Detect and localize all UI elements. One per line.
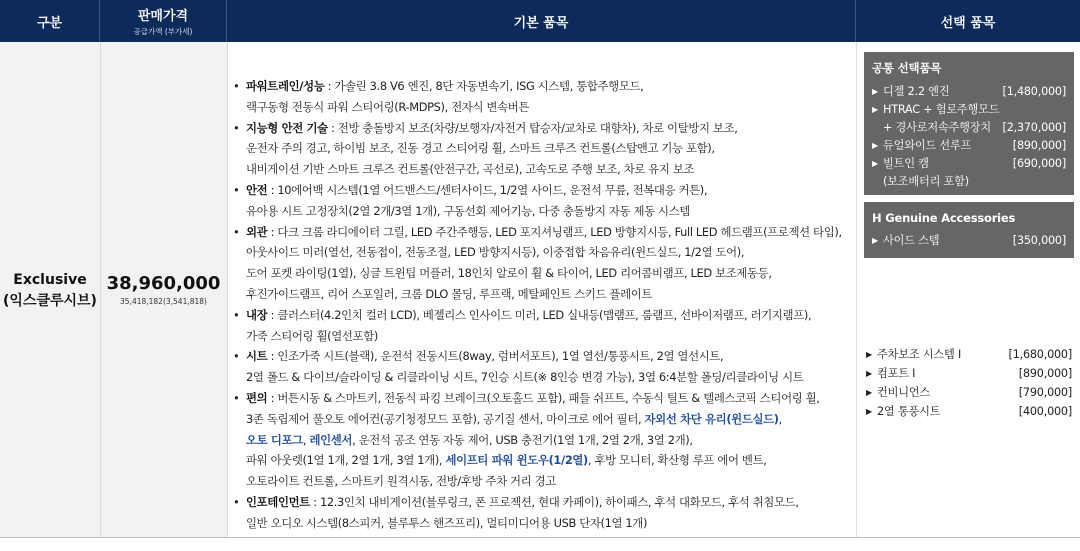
bullet-icon: • [233, 79, 240, 93]
basic-item-line [233, 180, 855, 201]
option-label: 컨비니언스 [877, 386, 931, 399]
basic-item-line [233, 388, 855, 409]
basic-item-highlight: 오토 디포그 [246, 432, 303, 447]
header-basic-items-label: 기본 품목 [513, 15, 569, 31]
basic-item-text: : 전방 충돌방지 보조(차량/보행자/자전거 탑승자/교차로 대향차), 차로 이탈방지 보조, [327, 120, 738, 135]
common-options-title: 공통 선택품목 [872, 61, 942, 75]
trim-name [0, 270, 100, 312]
trim-price-value: 38,960,000 [106, 273, 221, 294]
option-price: [690,000] [1012, 157, 1066, 170]
basic-item-text: 아웃사이드 미러(열선, 전동접이, 전동조절, LED 방향지시등), 이중접합 차음유리(윈드실드, 1/2열 도어), [246, 245, 745, 260]
option-price: [890,000] [1018, 367, 1072, 380]
triangle-bullet-icon: ▶ [866, 350, 872, 359]
basic-item-continuation [233, 159, 855, 180]
triangle-bullet-icon: ▶ [872, 105, 878, 114]
option-row [866, 345, 1072, 364]
triangle-bullet-icon: ▶ [866, 369, 872, 378]
trim-name-en: Exclusive [13, 272, 87, 288]
basic-item-category: 파워트레인/성능 [246, 79, 325, 93]
trim-price-detail: 35,418,182(3,541,818) [120, 297, 207, 306]
option-label: 주차보조 시스템 Ⅰ [877, 348, 962, 361]
genuine-accessories-title: H Genuine Accessories [872, 211, 1016, 225]
trim-options-list [866, 345, 1072, 421]
basic-item-text: : 클러스터(4.2인치 컬러 LCD), 베젤리스 인사이드 미러, LED 실내등(맵램프, 룸램프, 선바이저램프, 러기지램프), [267, 307, 812, 322]
basic-item-category: 편의 [246, 390, 268, 405]
basic-item-continuation [233, 97, 855, 118]
basic-item-text: 파워 아웃렛(1열 1개, 2열 1개, 3열 1개), [246, 453, 446, 468]
basic-item-category: 지능형 안전 기술 [246, 120, 328, 135]
basic-item-text: 유아용 시트 고정장치(2열 2개/3열 1개), 구동선회 제어기능, 다중 충돌방지 자동 제동 시스템 [246, 203, 690, 218]
basic-item-text: 운전자 주의 경고, 하이빔 보조, 진동 경고 스티어링 휠, 스마트 크루즈 컨트롤(스탑앤고 기능 포함), [246, 141, 715, 156]
triangle-bullet-icon: ▶ [872, 87, 878, 96]
basic-item-continuation [233, 409, 855, 430]
option-price: [790,000] [1018, 386, 1072, 399]
basic-item-line [233, 222, 855, 243]
trim-name-ko: (익스클루시브) [3, 293, 97, 309]
bullet-icon: • [233, 390, 240, 405]
basic-item-continuation [233, 201, 855, 222]
basic-item-text: 랙구동형 전동식 파워 스티어링(R-MDPS), 전자식 변속버튼 [246, 99, 530, 114]
header-price [100, 0, 227, 42]
basic-item-text: 일반 오디오 시스템(8스피커, 블루투스 핸즈프리), 멀티미디어용 USB 단자(1열 1개) [246, 515, 648, 530]
basic-item-text: 후진가이드램프, 리어 스포일러, 크롬 DLO 몰딩, 루프랙, 메탈페인트 스키드 플레이트 [246, 286, 653, 301]
basic-item-text: : 다크 크롬 라디에이터 그릴, LED 주간주행등, LED 포지셔닝램프, LED 방향지시등, Full LED 헤드램프(프로젝션 타입), [267, 224, 842, 239]
basic-item-line [233, 76, 855, 97]
basic-item-text: 오토라이트 컨트롤, 스마트키 원격시동, 전방/후방 주차 거리 경고 [246, 474, 556, 489]
basic-item-category: 내장 [246, 307, 268, 322]
option-row [866, 402, 1072, 421]
option-row-continued [872, 119, 1066, 137]
option-row [872, 232, 1066, 250]
triangle-bullet-icon: ▶ [866, 388, 872, 397]
header-options-label: 선택 품목 [940, 15, 996, 31]
triangle-bullet-icon: ▶ [866, 407, 872, 416]
basic-item-text: : 가솔린 3.8 V6 엔진, 8단 자동변속기, ISG 시스템, 통합주행모드, [324, 79, 644, 93]
option-price: [400,000] [1018, 405, 1072, 418]
basic-item-text: : 10에어백 시스템(1열 어드밴스드/센터사이드, 1/2열 사이드, 운전석 무릎, 전복대응 커튼), [267, 182, 708, 197]
header-price-label: 판매가격 [137, 9, 189, 24]
basic-item-continuation [233, 513, 855, 534]
basic-item-text: 가죽 스티어링 휠(열선포함) [246, 328, 378, 343]
option-label-continued: + 경사로저속주행장치 [883, 121, 991, 134]
basic-item-continuation [233, 284, 855, 305]
basic-item-text: , 후방 모니터, 확산형 루프 에어 벤트, [587, 453, 767, 468]
basic-item-continuation [233, 138, 855, 159]
header-category [0, 0, 100, 42]
basic-item-category: 시트 [246, 349, 268, 364]
basic-item-line [233, 118, 855, 139]
basic-item-continuation [233, 242, 855, 263]
option-label: 디젤 2.2 엔진 [883, 85, 950, 98]
basic-item-highlight: 자외선 차단 유리(윈드실드) [644, 411, 779, 426]
basic-item-continuation [233, 430, 855, 451]
bullet-icon: • [233, 120, 240, 135]
option-row [872, 137, 1066, 155]
basic-item-line [233, 492, 855, 513]
table-footer-strip [0, 538, 1080, 551]
basic-item-highlight: 세이프티 파워 윈도우(1/2열) [445, 453, 588, 468]
option-price: [1,680,000] [1008, 348, 1072, 361]
basic-item-text: , 운전석 공조 연동 자동 제어, USB 충전기(1열 1개, 2열 2개, 3열 2개), [352, 432, 693, 447]
basic-item-continuation [233, 471, 855, 492]
option-label: HTRAC + 험로주행모드 [883, 103, 1000, 116]
basic-item-text: 3존 독립제어 풀오토 에어컨(공기청정모드 포함), 공기질 센서, 마이크로 에어 필터, [246, 411, 645, 426]
basic-item-text: , [778, 411, 782, 426]
basic-item-continuation [233, 367, 855, 388]
basic-item-continuation [233, 326, 855, 347]
option-label-continued: (보조배터리 포함) [883, 175, 969, 188]
bullet-icon: • [233, 307, 240, 322]
bullet-icon: • [233, 224, 240, 239]
basic-item-text: 도어 포켓 라이팅(1열), 싱글 트윈팁 머플러, 18인치 알로이 휠 & 타이어, LED 리어콤비램프, LED 보조제동등, [246, 266, 772, 281]
triangle-bullet-icon: ▶ [872, 159, 878, 168]
column-divider [227, 42, 228, 537]
option-label: 듀얼와이드 선루프 [883, 139, 972, 152]
basic-item-text: 내비게이션 기반 스마트 크루즈 컨트롤(안전구간, 곡선로), 고속도로 주행 보조, 차로 유지 보조 [246, 162, 695, 177]
genuine-accessories-box [864, 202, 1074, 258]
option-row [872, 101, 1066, 119]
basic-item-text: : 인조가죽 시트(블랙), 운전석 전동시트(8way, 럼버서포트), 1열 열선/통풍시트, 2열 열선시트, [267, 349, 724, 364]
trim-price [100, 273, 227, 306]
header-basic-items [227, 0, 856, 42]
header-options [856, 0, 1080, 42]
basic-item-continuation [233, 263, 855, 284]
option-price: [350,000] [1012, 234, 1066, 247]
option-price: [2,370,000] [1002, 121, 1066, 134]
basic-item-highlight: 레인센서 [309, 432, 353, 447]
basic-item-line [233, 305, 855, 326]
basic-item-continuation [233, 450, 855, 471]
bullet-icon: • [233, 349, 240, 364]
option-row [872, 155, 1066, 173]
basic-item-text: : 버튼시동 & 스마트키, 전동식 파킹 브레이크(오토홀드 포함), 패들 쉬프트, 수동식 틸트 & 텔레스코픽 스티어링 휠, [267, 390, 820, 405]
header-price-sublabel: 공급가액 (부가세) [133, 27, 193, 36]
option-row [866, 383, 1072, 402]
basic-item-text: , [302, 432, 310, 447]
option-label: 빌트인 캠 [883, 157, 929, 170]
basic-item-text: 2열 폴드 & 다이브/슬라이딩 & 리클라이닝 시트, 7인승 시트(※ 8인승 변경 가능), 3열 6:4분할 폴딩/리클라이닝 시트 [246, 370, 804, 385]
basic-item-category: 외관 [246, 224, 268, 239]
option-label: 사이드 스텝 [883, 234, 940, 247]
option-label: 컴포트 Ⅰ [877, 367, 916, 380]
common-options-box [864, 52, 1074, 195]
triangle-bullet-icon: ▶ [872, 141, 878, 150]
basic-item-category: 인포테인먼트 [246, 494, 310, 509]
option-price: [1,480,000] [1002, 85, 1066, 98]
option-row [866, 364, 1072, 383]
basic-items-list [233, 76, 855, 534]
bullet-icon: • [233, 494, 240, 509]
option-price: [890,000] [1012, 139, 1066, 152]
basic-item-line [233, 346, 855, 367]
option-row [872, 83, 1066, 101]
basic-item-text: : 12.3인치 내비게이션(블루링크, 폰 프로젝션, 현대 카페이), 하이패스, 후석 대화모드, 후석 취침모드, [309, 494, 799, 509]
triangle-bullet-icon: ▶ [872, 236, 878, 245]
option-label: 2열 통풍시트 [877, 405, 941, 418]
basic-item-category: 안전 [246, 182, 268, 197]
bullet-icon: • [233, 182, 240, 197]
header-category-label: 구분 [36, 15, 63, 31]
